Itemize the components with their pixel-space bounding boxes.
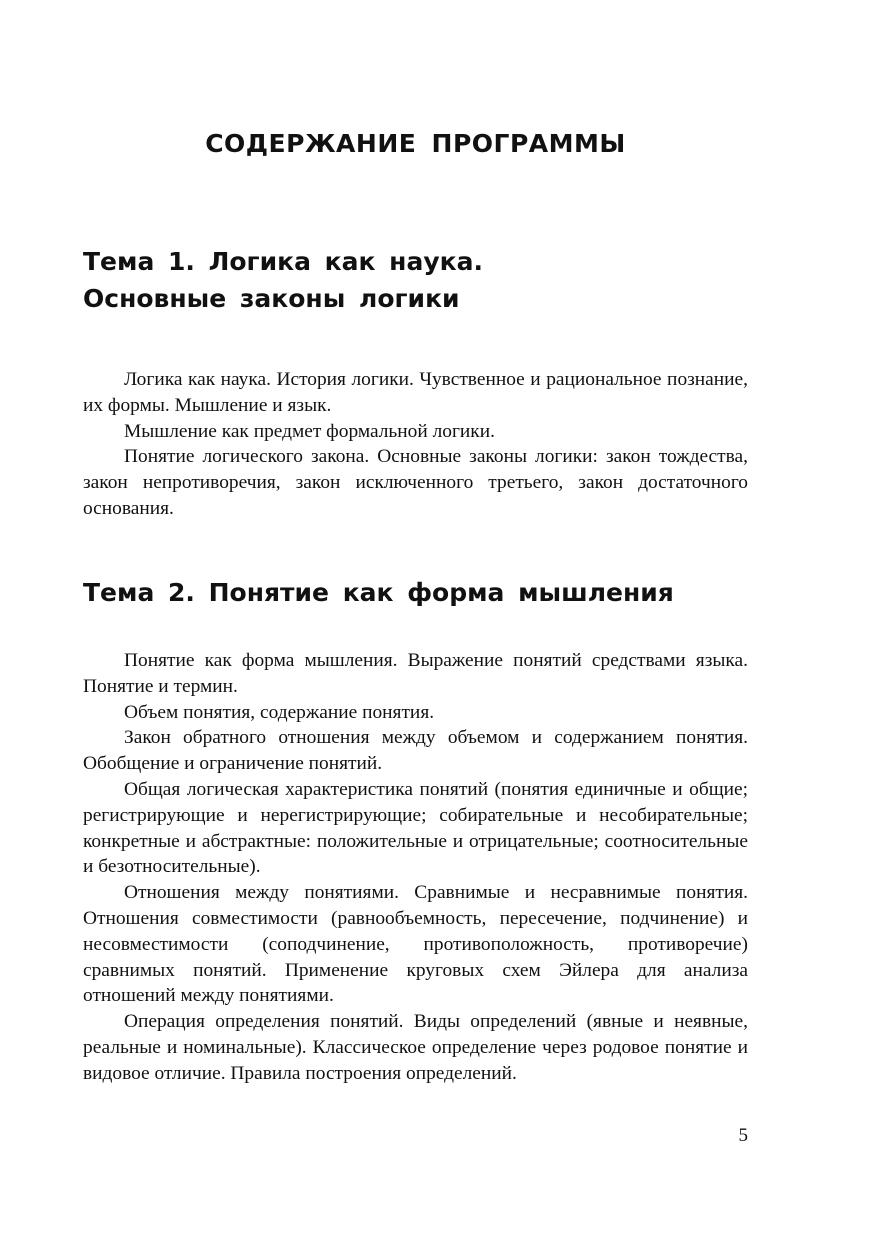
paragraph: Отношения между понятиями. Сравнимые и несравнимые понятия. Отношения совместимости (равнообъемность, пересечение, подчинение) и несовместимости (соподчинение, противоположность, противоречие) сравнимых понятий. Применение круговых схем Эйлера для анализа отношений между понятиями.: [83, 882, 748, 1007]
section-body-topic-2: [83, 648, 748, 1087]
paragraph: Понятие логического закона. Основные законы логики: закон тождества, закон непротиворечия, закон исключенного третьего, закон достаточного основания.: [83, 446, 748, 519]
paragraph: Операция определения понятий. Виды определений (явные и неявные, реальные и номинальные). Классическое определение через родовое понятие и видовое отличие. Правила построения определений.: [83, 1011, 748, 1084]
section-heading-topic-1: [83, 243, 748, 317]
page-number: 5: [738, 1125, 748, 1146]
page-title: СОДЕРЖАНИЕ ПРОГРАММЫ: [205, 129, 626, 158]
section-heading-topic-2: [83, 574, 748, 611]
section-heading-line: Основные законы логики: [83, 284, 460, 313]
section-heading-line: Тема 2. Понятие как форма мышления: [83, 578, 674, 607]
paragraph: Логика как наука. История логики. Чувственное и рациональное познание, их формы. Мышление и язык.: [83, 369, 748, 416]
paragraph: Объем понятия, содержание понятия.: [124, 701, 435, 723]
section-body-topic-1: [83, 367, 748, 522]
section-heading-line: Тема 1. Логика как наука.: [83, 247, 483, 276]
paragraph: Закон обратного отношения между объемом и содержанием понятия. Обобщение и ограничение понятий.: [83, 727, 748, 775]
paragraph: Мышление как предмет формальной логики.: [124, 420, 495, 442]
paragraph: Понятие как форма мышления. Выражение понятий средствами языка. Понятие и термин.: [83, 650, 748, 697]
paragraph: Общая логическая характеристика понятий (понятия единичные и общие; регистрирующие и нерегистрирующие; собирательные и несобирательные; конкретные и абстрактные: положительные и отрицательные; соотносительные и безотносительные).: [83, 778, 748, 878]
